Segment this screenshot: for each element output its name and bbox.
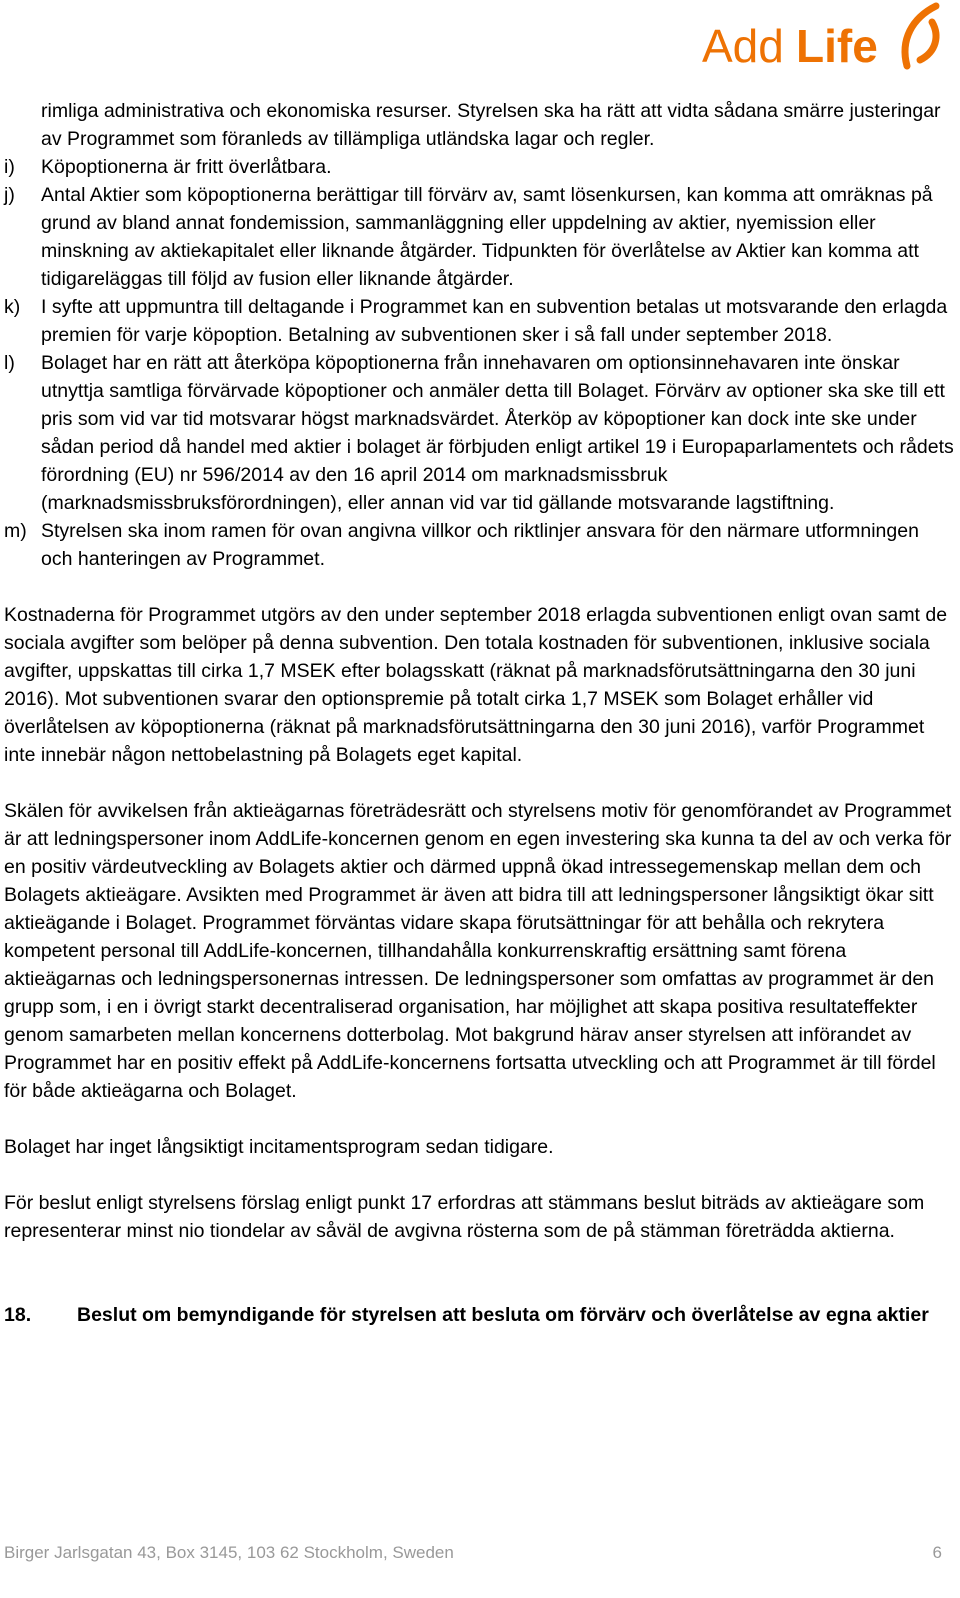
- logo-leaf-icon: [905, 6, 936, 66]
- list-continuation-text: rimliga administrativa och ekonomiska resurser. Styrelsen ska ha rätt att vidta sådana smärre justeringar av Programmet som föranleds av tillämpliga utländska lagar och regler.: [41, 100, 941, 150]
- section-heading: [4, 1301, 954, 1329]
- list-marker: j): [4, 184, 15, 206]
- addlife-logo: [700, 0, 950, 80]
- paragraph-majority: För beslut enligt styrelsens förslag enligt punkt 17 erfordras att stämmans beslut biträds av aktieägare som representerar minst nio tiondelar av såväl de avgivna rösterna som de på stämman företrädda aktierna.: [4, 1192, 925, 1242]
- paragraph-costs: Kostnaderna för Programmet utgörs av den under september 2018 erlagda subventionen enligt ovan samt de sociala avgifter som belöper på denna subvention. Den totala kostnaden för subventionen, inklusive sociala avgifter, uppskattas till cirka 1,7 MSEK efter bolagsskatt (räknat på marknadsförutsättningarna den 30 juni 2016). Mot subventionen svarar den optionspremie på totalt cirka 1,7 MSEK som Bolaget erhåller vid överlåtelsen av köpoptionerna (räknat på marknadsförutsättningarna den 30 juni 2016), varför Programmet inte innebär någon nettobelastning på Bolagets eget kapital.: [4, 604, 948, 766]
- section-number: 18.: [4, 1304, 32, 1326]
- list-item-text: Köpoptionerna är fritt överlåtbara.: [41, 156, 332, 178]
- paragraph-spacer: [4, 1105, 954, 1133]
- list-item-j: [4, 181, 954, 293]
- list-marker: l): [4, 352, 15, 374]
- logo-text-life: Life: [796, 20, 878, 72]
- paragraph-spacer: [4, 573, 954, 601]
- list-item-text: Bolaget har en rätt att återköpa köpoptionerna från innehavaren om optionsinnehavaren inte önskar utnyttja samtliga förvärvade köpoptioner och anmäler detta till Bolaget. Förvärv av optioner ska ske till ett pris som vid var tid motsvarar högst marknadsvärdet. Återköp av köpoptioner kan dock inte ske under sådan period då handel med aktier i bolaget är förbjuden enligt artikel 19 i Europaparlamentets och rådets förordning (EU) nr 596/2014 av den 16 april 2014 om marknadsmissbruk (marknadsmissbruksförordningen), eller annan vid var tid gällande motsvarande lagstiftning.: [41, 352, 954, 514]
- page-footer: [4, 1543, 942, 1563]
- paragraph-no-program: Bolaget har inget långsiktigt incitamentsprogram sedan tidigare.: [4, 1136, 554, 1158]
- paragraph-spacer: [4, 1161, 954, 1189]
- paragraph-reasons: Skälen för avvikelsen från aktieägarnas företrädesrätt och styrelsens motiv för genomförandet av Programmet är att ledningspersoner inom AddLife-koncernen genom en egen investering ska kunna ta del av och verka för en positiv värdeutveckling av Bolagets aktier och därmed uppnå ökad intressegemenskap mellan dem och Bolagets aktieägare. Avsikten med Programmet är även att bidra till att ledningspersoner långsiktigt ökar sitt aktieägande i Bolaget. Programmet förväntas vidare skapa förutsättningar för att behålla och rekrytera kompetent personal till AddLife-koncernen, tillhandahålla konkurrenskraftig ersättning samt förena aktieägarnas och ledningspersonernas intressen. De ledningspersoner som omfattas av programmet är den grupp som, i en i övrigt starkt decentraliserad organisation, har möjlighet att skapa positiva resultateffekter genom samarbeten mellan koncernens dotterbolag. Mot bakgrund härav anser styrelsen att införandet av Programmet har en positiv effekt på AddLife-koncernens fortsatta utveckling och att Programmet är till fördel för både aktieägarna och Bolaget.: [4, 800, 952, 1102]
- list-item-text: I syfte att uppmuntra till deltagande i Programmet kan en subvention betalas ut motsvarande den erlagda premien för varje köpoption. Betalning av subventionen sker i så fall under september 2018.: [41, 296, 948, 346]
- section-title: Beslut om bemyndigande för styrelsen att besluta om förvärv och överlåtelse av egna aktier: [77, 1304, 929, 1326]
- list-item-l: [4, 349, 954, 517]
- footer-address: Birger Jarlsgatan 43, Box 3145, 103 62 Stockholm, Sweden: [4, 1543, 454, 1562]
- list-item-k: [4, 293, 954, 349]
- page-number: 6: [932, 1543, 942, 1562]
- list-marker: i): [4, 156, 15, 178]
- logo-text-add: Add: [702, 20, 784, 72]
- list-item-i: [4, 153, 954, 181]
- list-item-text: Antal Aktier som köpoptionerna berättigar till förvärv av, samt lösenkursen, kan komma att omräknas på grund av bland annat fondemission, sammanläggning eller uppdelning av aktier, nyemission eller minskning av aktiekapitalet eller liknande åtgärder. Tidpunkten för överlåtelse av Aktier kan komma att tidigareläggas till följd av fusion eller liknande åtgärder.: [41, 184, 933, 290]
- document-body: [4, 97, 954, 1329]
- list-item-m: [4, 517, 954, 573]
- list-item-text: Styrelsen ska inom ramen för ovan angivna villkor och riktlinjer ansvara för den närmare utformningen och hanteringen av Programmet.: [41, 520, 919, 570]
- list-marker: k): [4, 296, 21, 318]
- list-marker: m): [4, 520, 27, 542]
- paragraph-spacer: [4, 769, 954, 797]
